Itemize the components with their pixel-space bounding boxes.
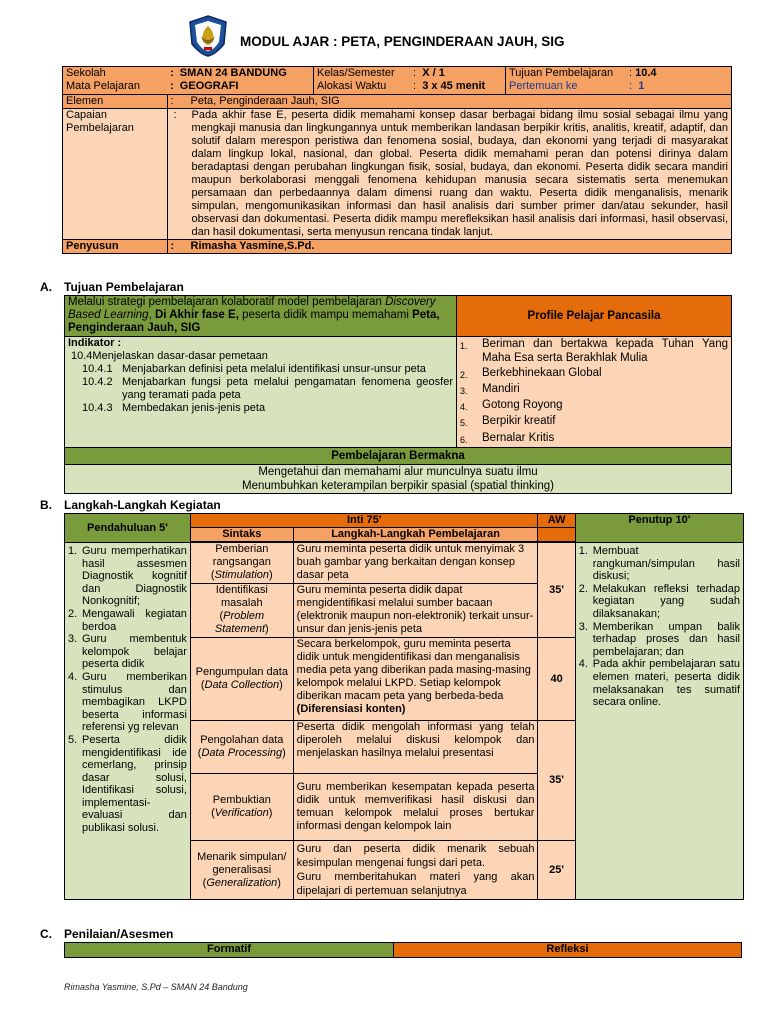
sintaks-en: Data Processing — [201, 747, 283, 759]
intro-bold-materi: Peta, Penginderaan Jauh, SIG — [68, 309, 440, 334]
pendahuluan-item — [68, 545, 187, 608]
pendahuluan-cell — [65, 543, 191, 900]
list-number: 10.4.1 — [82, 363, 113, 375]
page-title: MODUL AJAR : PETA, PENGINDERAAN JAUH, SIG — [240, 34, 565, 49]
sintaks-heading: Sintaks — [190, 528, 293, 542]
intro-text-2: peserta didik mampu memahami — [238, 309, 413, 321]
intro-text: Melalui strategi pembelajaran kolaboratif model pembelajaran — [68, 296, 386, 308]
penyusun-label: Penyusun — [63, 240, 168, 254]
list-number: 10.4.3 — [82, 402, 113, 414]
formatif-heading: Formatif — [65, 943, 394, 958]
indikator-item — [68, 376, 453, 402]
sintaks-label: Identifikasi masalah — [215, 584, 268, 609]
pendahuluan-item — [68, 734, 187, 835]
mapel-value: GEOGRAFI — [179, 80, 239, 92]
indikator-cell — [65, 337, 457, 448]
langkah-cell-2: Guru meminta peserta didik dapat mengidentifikasi melalui sumber bacaan (elektronik maupun non-elektronik) terkait unsur-unsur dan jenis-jenis peta — [293, 584, 538, 638]
identity-table — [62, 66, 732, 254]
indikator-item — [68, 363, 453, 376]
intro-sep: , — [148, 309, 155, 321]
colon: : — [170, 67, 174, 79]
sintaks-cell-2: Identifikasi masalah (Problem Statement) — [190, 584, 293, 638]
section-a-heading — [40, 280, 184, 294]
langkah-text: Guru dan peserta didik menarik sebuah kesimpulan mengenai fungsi dari peta. — [296, 843, 535, 869]
profile-item — [460, 431, 728, 447]
list-text: Beriman dan bertakwa kepada Tuhan Yang Maha Esa serta Berakhlak Mulia — [482, 338, 728, 365]
colon: : — [629, 80, 633, 92]
list-number: 4. — [68, 670, 78, 683]
profile-item — [460, 414, 728, 430]
list-number: 5. — [460, 418, 468, 429]
list-text: Membedakan jenis-jenis peta — [122, 402, 266, 414]
capaian-value: Pada akhir fase E, peserta didik memahami konsep dasar berbagai bidang ilmu sosial sebagai ilmu yang mengkaji manusia dan lingkungannya untuk memberikan landasan berpikir kritis, analitis, kreatif, adaptif, dan solutif dalam merespon peristiwa dan fenomena sosial, budaya, dan ekonomi yang terjadi di masyarakat dalam lingkup lokal, nasional, dan global. Peserta didik memahami peran dan potensi dirinya dalam beradaptasi dengan perubahan lingkungan fisik, sosial, budaya, dan ekonomi. Peserta didik secara mandiri maupun berkolaborasi menggali fenomena kehidupan manusia secara sistematis serta menemukan persamaan dan perbedaannya dalam dimensi ruang dan waktu. Peserta didik menganalisis, menarik simpulan, mengomunikasikan informasi dan hasil analisis dari sumber primer dan/atau sekunder, hasil observasi dan dokumentasi. Peserta didik mampu merefleksikan hasil analisis dari informasi, hasil observasi, dan hasil dokumentasi, serta menyusun rencana tindak lanjut. — [191, 109, 728, 238]
list-text: Berpikir kreatif — [482, 415, 556, 428]
sintaks-label: Pengumpulan data — [195, 666, 288, 678]
langkah-cell-6 — [293, 841, 538, 900]
tujuan-label: Tujuan Pembelajaran — [509, 67, 614, 79]
kelas-cell — [314, 67, 506, 95]
pendahuluan-list — [68, 543, 187, 835]
list-text: Menjabarkan fungsi peta melalui pengamatan fenomena geosfer yang teramati pada peta — [122, 376, 453, 401]
sintaks-label: Menarik simpulan/ generalisasi — [197, 850, 287, 876]
penutup-item — [579, 545, 740, 583]
langkah-text-2: Guru memberitahukan materi yang akan dipelajari di pertemuan selanjutnya — [296, 871, 535, 897]
penutup-item — [579, 621, 740, 659]
logo-emblem-icon — [186, 14, 230, 58]
list-text: Menjabarkan definisi peta melalui identifikasi unsur-unsur peta — [122, 363, 426, 375]
sintaks-en: Verification — [214, 807, 269, 819]
list-number: 2. — [68, 607, 78, 620]
sintaks-label: Pemberian rangsangan — [212, 543, 271, 568]
sintaks-label: Pembuktian — [212, 794, 271, 806]
indikator-main: 10.4Menjelaskan dasar-dasar pemetaan — [71, 350, 268, 362]
capaian-label: Capaian Pembelajaran — [63, 109, 168, 240]
list-number: 1. — [460, 341, 468, 351]
list-number: 5. — [68, 733, 78, 746]
section-title: Langkah-Langkah Kegiatan — [64, 498, 221, 512]
list-number: 1. — [68, 545, 78, 557]
list-number: 3. — [68, 633, 78, 646]
pertemuan-value: 1 — [638, 80, 645, 92]
profile-item — [460, 366, 728, 382]
intro-bold-fase: Di Akhir fase E, — [154, 309, 239, 321]
sintaks-en: Generalization — [206, 876, 278, 889]
aw-value-3: 35' — [538, 721, 575, 841]
aw-value-2: 40 — [538, 638, 575, 721]
pendahuluan-item — [68, 608, 187, 633]
pertemuan-label: Pertemuan ke — [509, 80, 578, 92]
profile-item — [460, 398, 728, 414]
pendahuluan-item — [68, 671, 187, 734]
tujuan-cell — [506, 67, 732, 95]
langkah-heading: Langkah-Langkah Pembelajaran — [293, 528, 538, 542]
refleksi-heading: Refleksi — [394, 943, 742, 958]
section-title: Tujuan Pembelajaran — [64, 280, 184, 294]
sekolah-value: SMAN 24 BANDUNG — [179, 67, 287, 79]
bermakna-line-1: Mengetahui dan memahami alur munculnya suatu ilmu — [258, 466, 538, 479]
sintaks-cell-1: Pemberian rangsangan (Stimulation) — [190, 543, 293, 584]
list-text: Mandiri — [482, 382, 520, 395]
kelas-label: Kelas/Semester — [317, 67, 395, 79]
section-b-heading — [40, 498, 221, 512]
tujuan-value: 10.4 — [635, 67, 657, 79]
penutup-item — [579, 583, 740, 621]
elemen-value-cell — [167, 95, 732, 109]
list-text: Melakukan refleksi terhadap kegiatan yang sudah dilaksanakan; — [592, 582, 740, 620]
langkah-text: Secara berkelompok, guru meminta peserta didik untuk mengidentifikasi dan menganalisis media peta yang diberikan pada masing-masing kelompok melalui LKPD. Setiap kelompok diberikan macam peta yang berbeda-beda — [296, 638, 531, 702]
colon: : — [170, 240, 175, 252]
indikator-label: Indikator : — [68, 337, 122, 349]
footer-credit: Rimasha Yasmine, S.Pd – SMAN 24 Bandung — [64, 982, 248, 992]
list-text: Mengawali kegiatan berdoa — [82, 607, 187, 633]
bermakna-heading: Pembelajaran Bermakna — [65, 448, 732, 465]
langkah-cell-3 — [293, 638, 538, 721]
alokasi-value: 3 x 45 menit — [422, 80, 486, 92]
aw-heading: AW — [538, 514, 575, 528]
list-number: 3. — [460, 385, 468, 396]
penutup-heading: Penutup 10' — [575, 514, 743, 543]
sintaks-cell-5: Pembuktian (Verification) — [190, 774, 293, 841]
list-number: 2. — [578, 582, 588, 595]
aw-spacer — [538, 528, 575, 542]
section-title: Penilaian/Asesmen — [64, 927, 174, 941]
elemen-value: Peta, Penginderaan Jauh, SIG — [190, 95, 340, 107]
alokasi-label: Alokasi Waktu — [317, 80, 387, 92]
colon: : — [413, 80, 417, 92]
list-text: Memberikan umpan balik terhadap proses dan hasil pembelajaran; dan — [592, 620, 740, 658]
penyusun-value-cell — [167, 240, 732, 254]
sintaks-en: Data Collection — [204, 679, 280, 691]
langkah-table — [64, 513, 744, 900]
section-letter: B. — [40, 498, 52, 512]
tujuan-table — [64, 295, 732, 494]
list-text: Berkebhinekaan Global — [482, 366, 602, 379]
list-text: Guru membentuk kelompok belajar peserta didik — [82, 633, 187, 671]
elemen-label: Elemen — [63, 95, 168, 109]
profile-heading: Profile Pelajar Pancasila — [457, 296, 732, 337]
sintaks-label: Pengolahan data — [200, 734, 284, 746]
profile-cell — [457, 337, 732, 448]
list-text: Gotong Royong — [482, 399, 563, 412]
bermakna-line-2: Menumbuhkan keterampilan berpikir spasial (spatial thinking) — [242, 480, 554, 493]
list-text: Guru memberikan stimulus dan membagikan LKPD beserta informasi referensi yg relevan — [82, 670, 187, 734]
colon: : — [173, 109, 177, 121]
capaian-value-cell — [167, 109, 732, 240]
header-logo — [186, 14, 230, 58]
section-letter: A. — [40, 280, 52, 294]
section-letter: C. — [40, 927, 52, 941]
sintaks-cell-6: Menarik simpulan/ generalisasi (Generalization) — [190, 841, 293, 900]
aw-value-4: 25' — [538, 841, 575, 900]
langkah-bold: (Diferensiasi konten) — [296, 703, 406, 715]
list-text: Pada akhir pembelajaran satu elemen materi, peserta didik melaksanakan tes sumatif secara online. — [592, 658, 740, 709]
sintaks-cell-4: Pengolahan data (Data Processing) — [190, 721, 293, 774]
sintaks-en: Stimulation — [214, 569, 269, 581]
mapel-label: Mata Pelajaran — [66, 80, 140, 92]
penyusun-value: Rimasha Yasmine,S.Pd. — [190, 240, 315, 252]
list-number: 6. — [460, 434, 468, 445]
indikator-item — [68, 402, 453, 415]
list-number: 10.4.2 — [82, 376, 113, 388]
list-text: Peserta didik mengidentifikasi ide cemerlang, prinsip dasar solusi, Identifikasi solusi, implementasi-evaluasi dan publikasi solusi. — [82, 733, 187, 835]
colon: : — [170, 80, 174, 92]
profile-list — [460, 337, 728, 447]
colon: : — [170, 95, 174, 107]
asesmen-table — [64, 942, 742, 958]
colon: : — [413, 67, 417, 79]
list-number: 2. — [460, 369, 468, 380]
aw-value-1: 35' — [538, 543, 575, 638]
list-number: 1. — [578, 545, 588, 557]
langkah-cell-5: Guru memberikan kesempatan kepada peserta didik untuk memverifikasi hasil diskusi dan temuan kelompok melalui proses bertukar informasi dengan kelompok lain — [293, 774, 538, 841]
profile-item — [460, 382, 728, 398]
list-number: 4. — [578, 658, 588, 671]
langkah-cell-4: Peserta didik mengolah informasi yang telah diperoleh melalui diskusi kelompok dan menjelaskan hasilnya melalui presentasi — [293, 721, 538, 774]
colon: : — [629, 67, 633, 79]
list-text: Guru memperhatikan hasil assesmen Diagnostik kognitif dan Diagnostik Nonkognitif; — [82, 545, 187, 608]
list-number: 3. — [578, 620, 588, 633]
list-text: Membuat rangkuman/simpulan hasil diskusi; — [592, 545, 740, 583]
pendahuluan-item — [68, 633, 187, 671]
langkah-cell-1: Guru meminta peserta didik untuk menyimak 3 buah gambar yang berkaitan dengan konsep dasar peta — [293, 543, 538, 584]
penutup-list — [579, 543, 740, 709]
section-c-heading — [40, 927, 173, 941]
indikator-list — [68, 363, 453, 415]
sintaks-cell-3: Pengumpulan data (Data Collection) — [190, 638, 293, 721]
value-cell — [167, 67, 314, 95]
sekolah-label: Sekolah — [66, 67, 106, 79]
list-number: 4. — [460, 402, 468, 413]
list-text: Bernalar Kritis — [482, 431, 555, 444]
inti-heading: Inti 75' — [190, 514, 538, 528]
penutup-item — [579, 658, 740, 708]
penutup-cell — [575, 543, 743, 900]
label-cell — [63, 67, 168, 95]
intro-model: Discovery Based Learning — [68, 296, 436, 321]
sintaks-en: Problem Statement — [214, 610, 266, 635]
pendahuluan-heading: Pendahuluan 5' — [65, 514, 191, 543]
kelas-value: X / 1 — [422, 67, 445, 79]
tujuan-intro-cell — [65, 296, 457, 337]
profile-item — [460, 337, 728, 366]
bermakna-cell — [65, 465, 732, 494]
